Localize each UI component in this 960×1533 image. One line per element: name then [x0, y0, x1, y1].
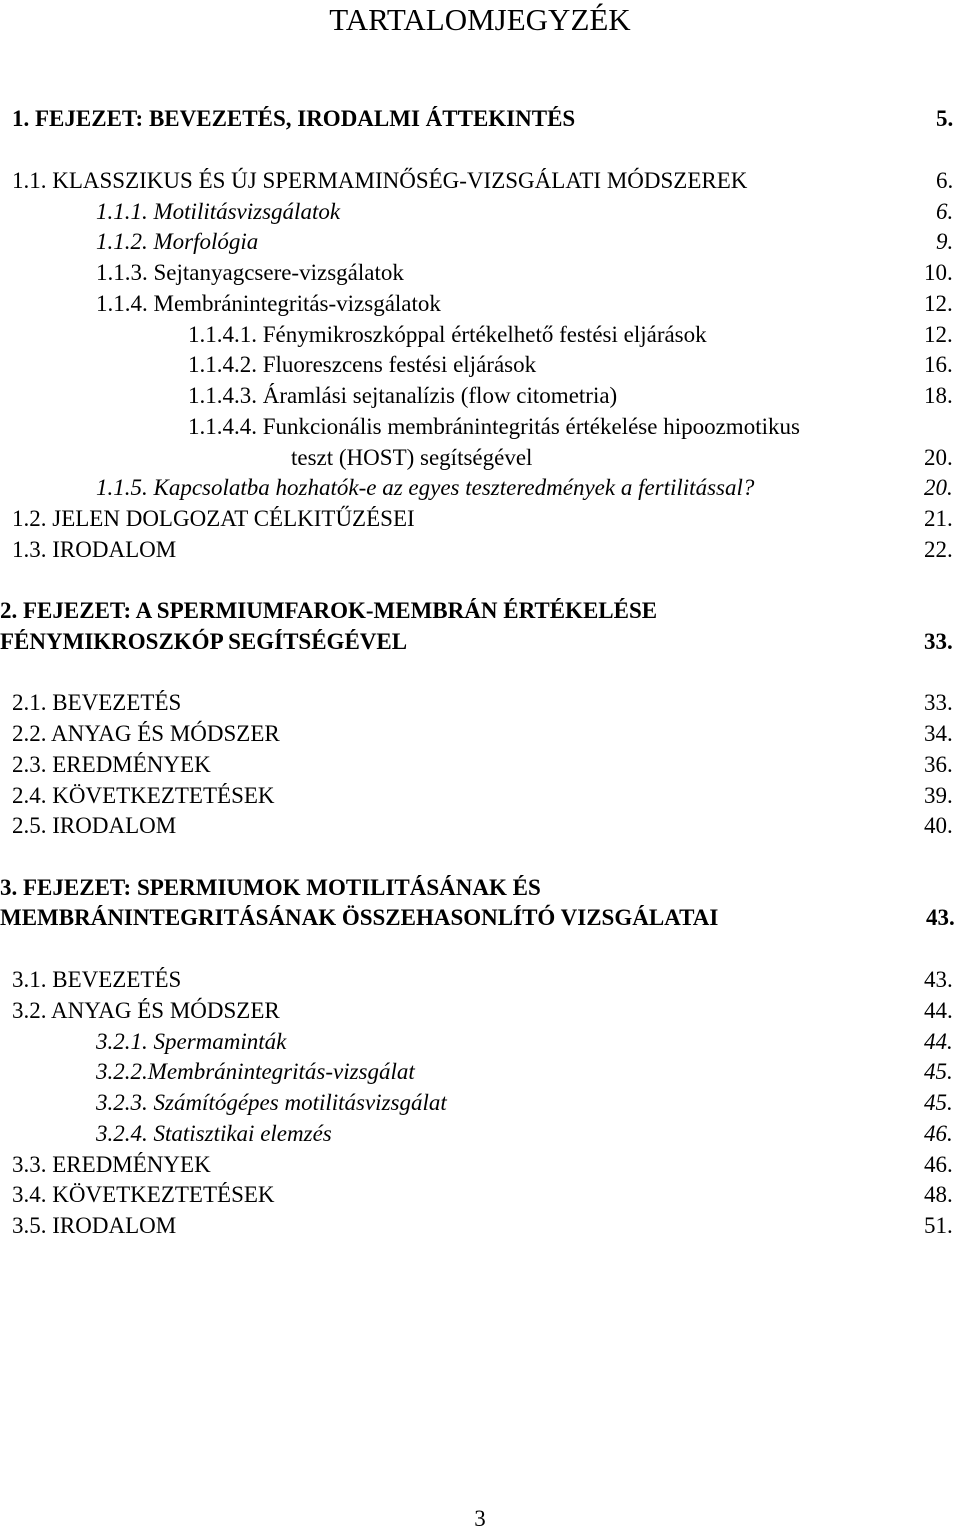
toc-entry[interactable]	[0, 443, 960, 473]
toc-entry[interactable]	[0, 750, 960, 780]
toc-entry[interactable]	[0, 289, 960, 319]
toc-entry-page: 9.	[936, 229, 954, 254]
toc-entry-page: 21.	[924, 506, 953, 531]
toc-entry-text: 2.3. EREDMÉNYEK	[12, 752, 211, 777]
toc-entry[interactable]	[0, 811, 960, 841]
toc-entry-page: 12.	[924, 322, 953, 347]
toc-entry-text: 3.1. BEVEZETÉS	[12, 967, 182, 992]
toc-entry-page: 16.	[924, 352, 953, 377]
toc-entry-text: 1.1.3. Sejtanyagcsere-vizsgálatok	[96, 260, 404, 285]
toc-entry[interactable]	[0, 781, 960, 811]
toc-entry-text: 1.1.4.4. Funkcionális membránintegritás értékelése hipoozmotikus	[188, 414, 800, 439]
toc-entry[interactable]	[0, 258, 960, 288]
toc-entry[interactable]	[0, 719, 960, 749]
toc-entry[interactable]	[0, 596, 960, 626]
toc-entry[interactable]	[0, 381, 960, 411]
toc-entry-text: MEMBRÁNINTEGRITÁSÁNAK ÖSSZEHASONLÍTÓ VIZSGÁLATAI	[0, 905, 719, 930]
toc-entry-text: 3.2.3. Számítógépes motilitásvizsgálat	[96, 1090, 447, 1115]
toc-entry[interactable]	[0, 965, 960, 995]
toc-entry-text: 3.2.4. Statisztikai elemzés	[96, 1121, 332, 1146]
toc-entry-page: 34.	[924, 721, 953, 746]
toc-entry-text: 3. FEJEZET: SPERMIUMOK MOTILITÁSÁNAK ÉS	[0, 875, 541, 900]
toc-entry-text: 1.1.5. Kapcsolatba hozhatók-e az egyes teszteredmények a fertilitással?	[96, 475, 755, 500]
toc-entry-text: 1.1.4.2. Fluoreszcens festési eljárások	[188, 352, 537, 377]
toc-entry[interactable]	[0, 473, 960, 503]
toc-entry-text: 1.2. JELEN DOLGOZAT CÉLKITŰZÉSEI	[12, 506, 415, 531]
toc-entry-text: 3.2.1. Spermaminták	[96, 1029, 287, 1054]
toc-entry-page: 20.	[924, 475, 953, 500]
toc-entry-text: 3.2.2.Membránintegritás-vizsgálat	[96, 1059, 415, 1084]
toc-entry-page: 43.	[926, 905, 955, 930]
toc-entry[interactable]	[0, 350, 960, 380]
toc-entry-text: 1.1.2. Morfológia	[96, 229, 259, 254]
toc-entry-text: 2.1. BEVEZETÉS	[12, 690, 182, 715]
toc-entry[interactable]	[0, 227, 960, 257]
toc-entry-text: 1.1.4.1. Fénymikroszkóppal értékelhető festési eljárások	[188, 322, 707, 347]
toc-entry-text: teszt (HOST) segítségével	[291, 445, 533, 470]
toc-entry[interactable]	[0, 166, 960, 196]
toc-entry[interactable]	[0, 504, 960, 534]
toc-entry-page: 40.	[924, 813, 953, 838]
toc-entry-page: 33.	[924, 629, 953, 654]
toc-entry-text: 1.1. KLASSZIKUS ÉS ÚJ SPERMAMINŐSÉG-VIZSGÁLATI MÓDSZEREK	[12, 168, 748, 193]
toc-entry[interactable]	[0, 1088, 960, 1118]
toc-entry[interactable]	[0, 197, 960, 227]
toc-entry[interactable]	[0, 996, 960, 1026]
toc-entry-page: 44.	[924, 1029, 953, 1054]
toc-entry[interactable]	[0, 873, 960, 903]
toc-entry[interactable]	[0, 1119, 960, 1149]
toc-entry[interactable]	[0, 104, 960, 134]
toc-entry-text: FÉNYMIKROSZKÓP SEGÍTSÉGÉVEL	[0, 629, 408, 654]
page-title: TARTALOMJEGYZÉK	[329, 2, 631, 37]
toc-entry-page: 18.	[924, 383, 953, 408]
toc-entry-page: 51.	[924, 1213, 953, 1238]
toc-entry-text: 3.4. KÖVETKEZTETÉSEK	[12, 1182, 275, 1207]
toc-entry-text: 1.1.4. Membránintegritás-vizsgálatok	[96, 291, 441, 316]
toc-entry-text: 2. FEJEZET: A SPERMIUMFAROK-MEMBRÁN ÉRTÉKELÉSE	[0, 598, 658, 623]
toc-entry-text: 3.5. IRODALOM	[12, 1213, 177, 1238]
page-number: 3	[474, 1506, 486, 1531]
toc-entry-page: 6.	[936, 199, 954, 224]
toc-entry[interactable]	[0, 1180, 960, 1210]
toc-entry-page: 20.	[924, 445, 953, 470]
toc-entry[interactable]	[0, 412, 960, 442]
toc-entry[interactable]	[0, 1057, 960, 1087]
toc-entry[interactable]	[0, 1027, 960, 1057]
toc-entry[interactable]	[0, 535, 960, 565]
toc-entry-page: 6.	[936, 168, 954, 193]
toc-entry-text: 3.2. ANYAG ÉS MÓDSZER	[12, 998, 280, 1023]
toc-entry-page: 46.	[924, 1121, 953, 1146]
toc-entry[interactable]	[0, 688, 960, 718]
toc-entry-page: 45.	[924, 1090, 953, 1115]
toc-entry-text: 1.1.1. Motilitásvizsgálatok	[96, 199, 341, 224]
toc-entry-page: 33.	[924, 690, 953, 715]
toc-entry-page: 5.	[936, 106, 954, 131]
toc-entry-text: 1. FEJEZET: BEVEZETÉS, IRODALMI ÁTTEKINTÉS	[12, 106, 576, 131]
toc-entry[interactable]	[0, 903, 960, 933]
toc-entry-page: 48.	[924, 1182, 953, 1207]
toc-entry[interactable]	[0, 627, 960, 657]
toc-entry-page: 10.	[924, 260, 953, 285]
toc-entry-page: 43.	[924, 967, 953, 992]
toc-entry-page: 22.	[924, 537, 953, 562]
toc-entry-text: 1.3. IRODALOM	[12, 537, 177, 562]
toc-entry[interactable]	[0, 320, 960, 350]
toc-entry-page: 45.	[924, 1059, 953, 1084]
toc-entry-page: 39.	[924, 783, 953, 808]
toc-entry-page: 12.	[924, 291, 953, 316]
toc-entry-text: 2.5. IRODALOM	[12, 813, 177, 838]
toc-entry-text: 2.2. ANYAG ÉS MÓDSZER	[12, 721, 280, 746]
toc-entry[interactable]	[0, 1150, 960, 1180]
toc-entry-page: 46.	[924, 1152, 953, 1177]
toc-entry-page: 36.	[924, 752, 953, 777]
toc-entry-text: 1.1.4.3. Áramlási sejtanalízis (flow citometria)	[188, 383, 618, 408]
toc-entry-page: 44.	[924, 998, 953, 1023]
toc-entry[interactable]	[0, 1211, 960, 1241]
toc-entry-text: 2.4. KÖVETKEZTETÉSEK	[12, 783, 275, 808]
toc-entry-text: 3.3. EREDMÉNYEK	[12, 1152, 211, 1177]
